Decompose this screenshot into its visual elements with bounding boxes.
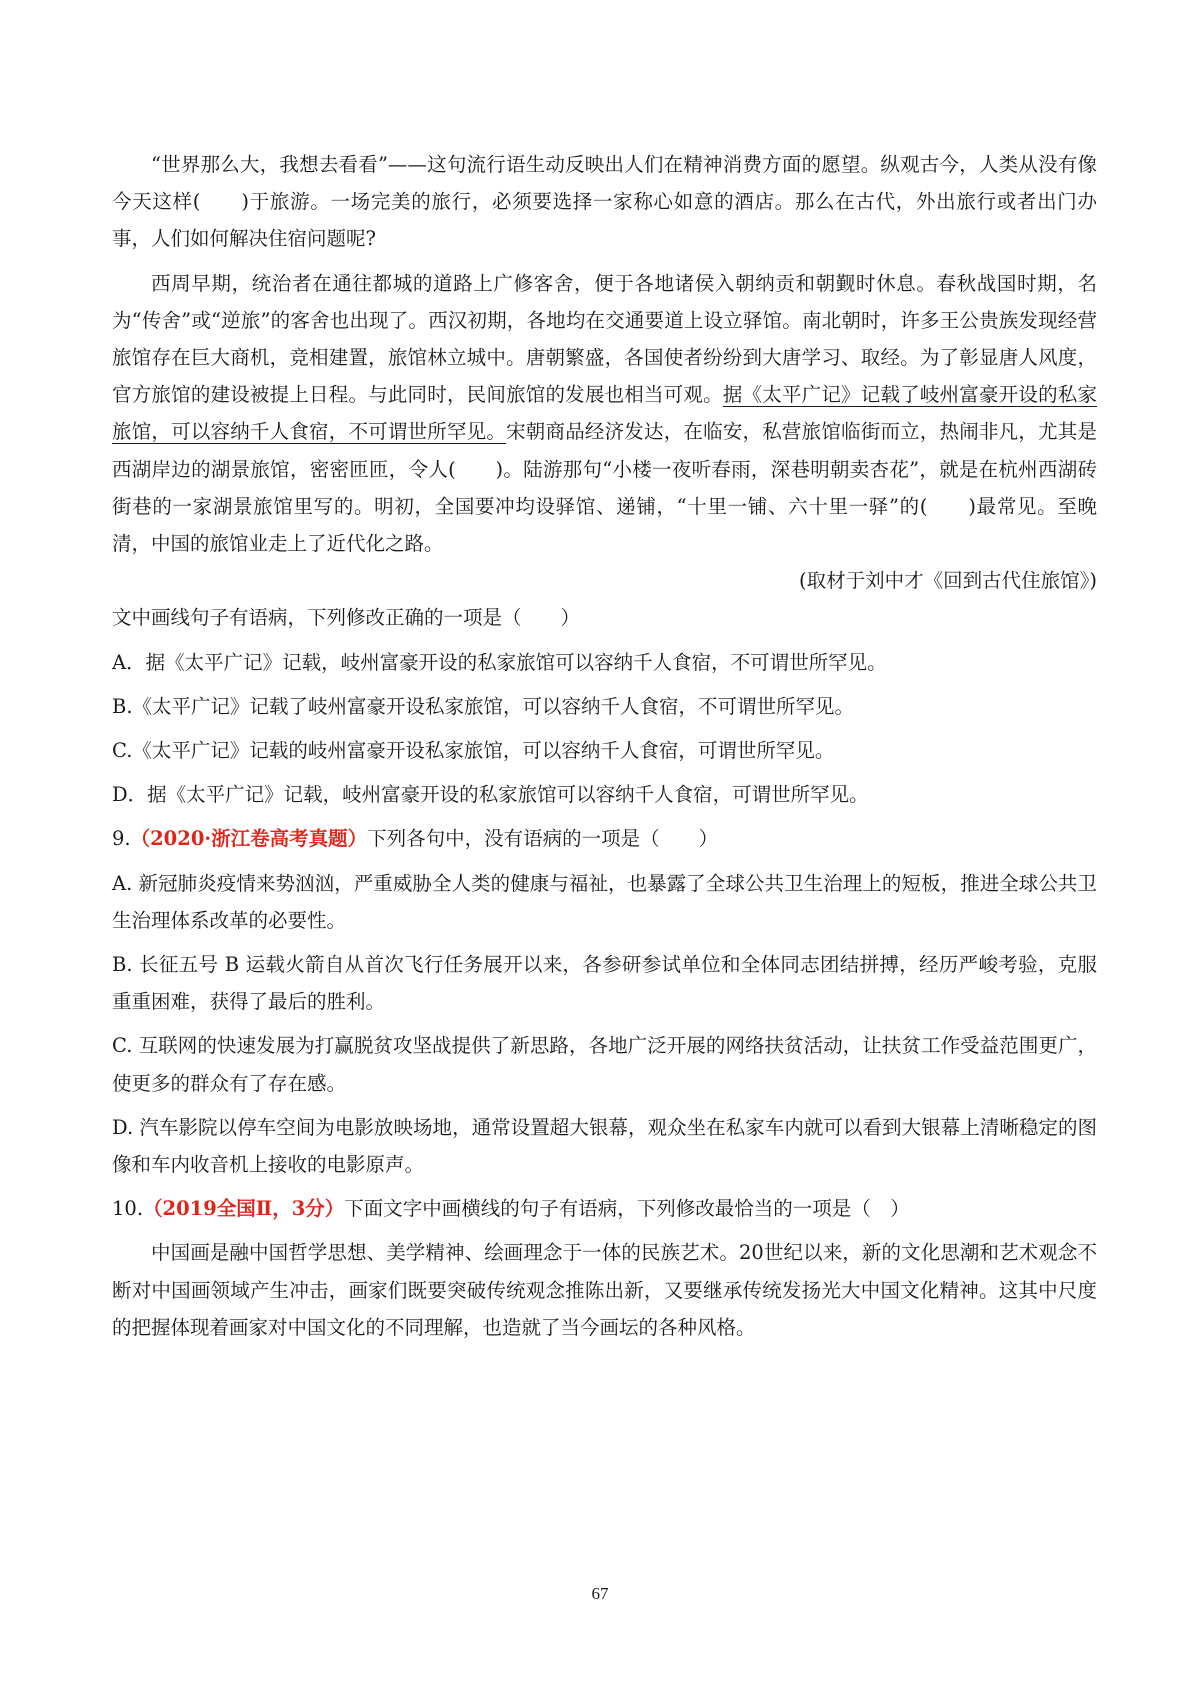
passage-text: 宋朝商品经济发达，在临安，私营旅馆临街而立，热闹非凡，尤其是西湖岸边的湖景旅馆，密密匝匝，令人( )。陆游那句“小楼一夜听春雨，深巷明朝卖杏花”，就是在杭州西湖砖街巷的一家湖景旅馆里写的。明初，全国要冲均设驿馆、递铺，“十里一铺、六十里一驿”的( )最常见。至晚清，中国的旅馆业走上了近代化之路。 <box>112 420 1097 556</box>
question-9-option-b: B. 长征五号 B 运载火箭自从首次飞行任务展开以来，各参研参试单位和全体同志团结拼搏，经历严峻考验，克服重重困难，获得了最后的胜利。 <box>112 953 1097 1014</box>
question-8-option-d: D．据《太平广记》记载，岐州富豪开设的私家旅馆可以容纳千人食宿，可谓世所罕见。 <box>112 783 869 807</box>
question-8-stem: 文中画线句子有语病，下列修改正确的一项是（ ） <box>112 606 581 630</box>
passage-paragraph-2 <box>112 265 1097 563</box>
underlined-sentence: 据《太平广记》记载了岐州富豪开设的私家旅馆，可以容纳千人食宿，不可谓世所罕见。 <box>112 383 1097 444</box>
page-content <box>112 146 1097 1346</box>
question-source-tag: （2020·浙江卷高考真题） <box>130 827 368 851</box>
question-9-stem <box>112 820 1097 857</box>
question-8-option-a: A．据《太平广记》记载，岐州富豪开设的私家旅馆可以容纳千人食宿，不可谓世所罕见。 <box>112 650 887 674</box>
question-text: 下列各句中，没有语病的一项是（ ） <box>367 827 719 851</box>
question-text: 下面文字中画横线的句子有语病，下列修改最恰当的一项是（ ） <box>344 1197 910 1221</box>
question-10-passage: 中国画是融中国哲学思想、美学精神、绘画理念于一体的民族艺术。20世纪以来，新的文化思潮和艺术观念不断对中国画领域产生冲击，画家们既要突破传统观念推陈出新，又要继承传统发扬光大中国文化精神。这其中尺度的把握体现着画家对中国文化的不同理解，也造就了当今画坛的各种风格。 <box>112 1241 1097 1339</box>
question-9-option-a: A. 新冠肺炎疫情来势汹汹，严重威胁全人类的健康与福祉，也暴露了全球公共卫生治理上的短板，推进全球公共卫生治理体系改革的必要性。 <box>112 871 1097 932</box>
question-9-option-c: C. 互联网的快速发展为打赢脱贫攻坚战提供了新思路，各地广泛开展的网络扶贫活动，让扶贫工作受益范围更广，使更多的群众有了存在感。 <box>112 1034 1097 1095</box>
question-9-option-d: D. 汽车影院以停车空间为电影放映场地，通常设置超大银幕，观众坐在私家车内就可以看到大银幕上清晰稳定的图像和车内收音机上接收的电影原声。 <box>112 1115 1097 1177</box>
passage-source: (取材于刘中才《回到古代住旅馆》) <box>799 569 1097 593</box>
question-8-option-c: C.《太平广记》记载的岐州富豪开设私家旅馆，可以容纳千人食宿，可谓世所罕见。 <box>112 739 835 763</box>
passage-text: 西周早期，统治者在通往都城的道路上广修客舍，便于各地诸侯入朝纳贡和朝觐时休息。春秋战国时期，名为“传舍”或“逆旅”的客舍也出现了。西汉初期，各地均在交通要道上设立驿馆。南北朝时，许多王公贵族发现经营旅馆存在巨大商机，竞相建置，旅馆林立城中。唐朝繁盛，各国使者纷纷到大唐学习、取经。为了彰显唐人风度，官方旅馆的建设被提上日程。与此同时，民间旅馆的发展也相当可观。 <box>112 271 1097 407</box>
question-number: 10. <box>112 1197 144 1221</box>
passage-paragraph-1: “世界那么大，我想去看看”——这句流行语生动反映出人们在精神消费方面的愿望。纵观古今，人类从没有像今天这样( )于旅游。一场完美的旅行，必须要选择一家称心如意的酒店。那么在古代，外出旅行或者出门办事，人们如何解决住宿问题呢? <box>112 153 1097 251</box>
question-8-option-b: B.《太平广记》记载了岐州富豪开设私家旅馆，可以容纳千人食宿，不可谓世所罕见。 <box>112 694 855 718</box>
question-10-stem <box>112 1190 1097 1227</box>
question-number: 9. <box>112 827 131 851</box>
question-source-tag: （2019全国Ⅱ，3分） <box>143 1197 345 1221</box>
page-number: 67 <box>591 1584 609 1603</box>
